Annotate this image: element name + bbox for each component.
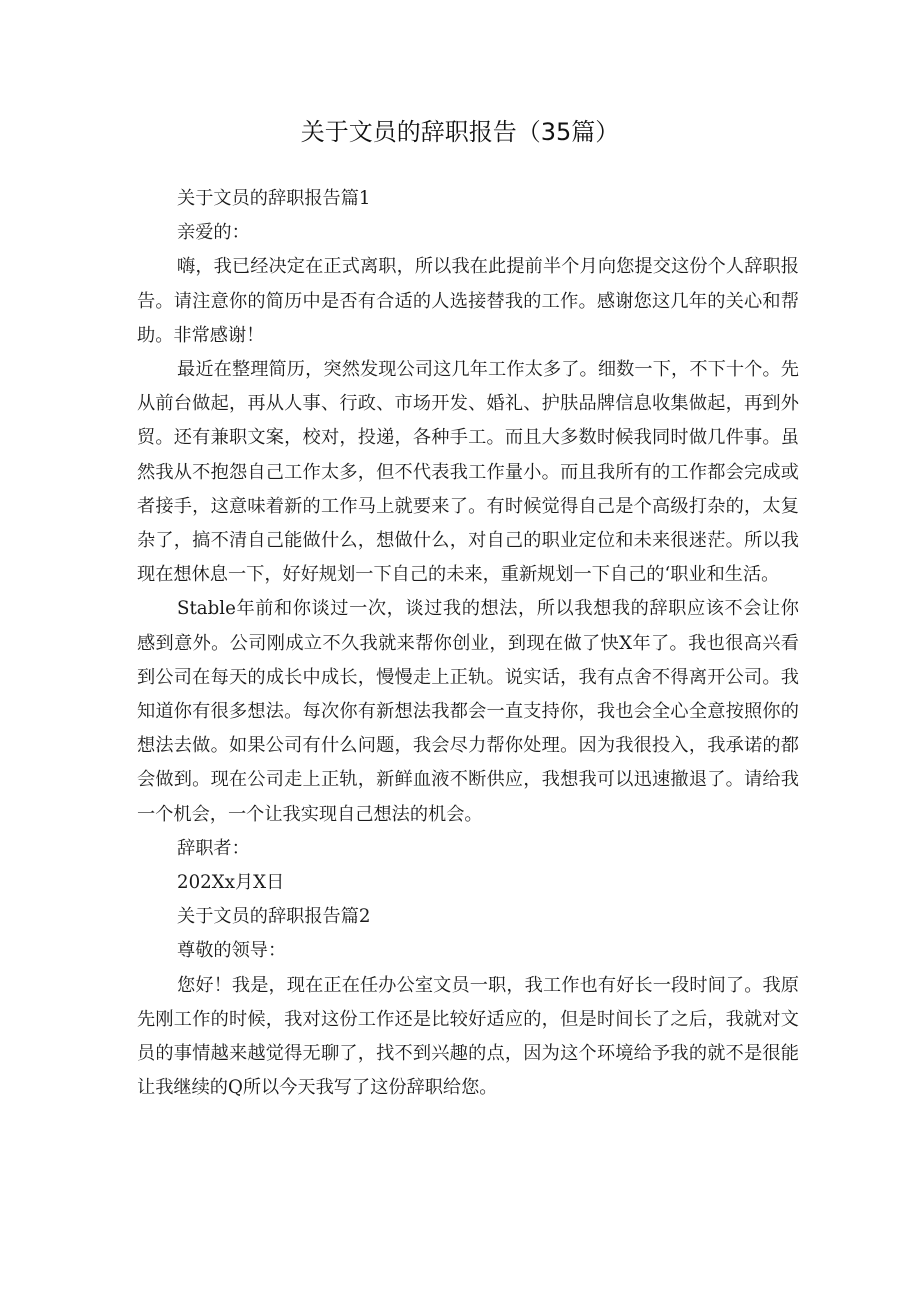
salutation: 亲爱的： [177,222,250,244]
section-heading: 关于文员的辞职报告篇2 [177,906,371,928]
body-paragraph: 最近在整理简历，突然发现公司这几年工作太多了。细数一下，不下十个。先从前台做起，再从人事、行政、市场开发、婚礼、护肤品牌信息收集做起，再到外贸。还有兼职文案，校对，投递，各种手工。而且大多数时候我同时做几件事。虽然我从不抱怨自己工作太多，但不代表我工作量小。而且我所有的工作都会完成或者接手，这意味着新的工作马上就要来了。有时候觉得自己是个高级打杂的，太复杂了，搞不清自己能做什么，想做什么，对自己的职业定位和未来很迷茫。所以我现在想休息一下，好好规划一下自己的未来，重新规划一下自己的‘职业和生活。 [137,359,799,586]
document-title: 关于文员的辞职报告（35篇） [300,118,620,146]
salutation: 尊敬的领导： [177,940,287,962]
signature-label: 辞职者： [177,837,250,859]
document-body [137,182,799,1105]
body-paragraph: 您好！我是，现在正在任办公室文员一职，我工作也有好长一段时间了。我原先刚工作的时候，我对这份工作还是比较好适应的，但是时间长了之后，我就对文员的事情越来越觉得无聊了，找不到兴趣的点，因为这个环境给予我的就不是很能让我继续的Q所以今天我写了这份辞职给您。 [137,974,799,1099]
body-paragraph: 嗨，我已经决定在正式离职，所以我在此提前半个月向您提交这份个人辞职报告。请注意你的简历中是否有合适的人选接替我的工作。感谢您这几年的关心和帮助。非常感谢！ [137,256,799,346]
date-line: 202Xx月X日 [177,872,285,894]
body-paragraph: Stable年前和你谈过一次，谈过我的想法，所以我想我的辞职应该不会让你感到意外。公司刚成立不久我就来帮你创业，到现在做了快X年了。我也很高兴看到公司在每天的成长中成长，慢慢走上正轨。说实话，我有点舍不得离开公司。我知道你有很多想法。每次你有新想法我都会一直支持你，我也会全心全意按照你的想法去做。如果公司有什么问题，我会尽力帮你处理。因为我很投入，我承诺的都会做到。现在公司走上正轨，新鲜血液不断供应，我想我可以迅速撤退了。请给我一个机会，一个让我实现自己想法的机会。 [137,598,799,825]
section-heading: 关于文员的辞职报告篇1 [177,188,371,209]
